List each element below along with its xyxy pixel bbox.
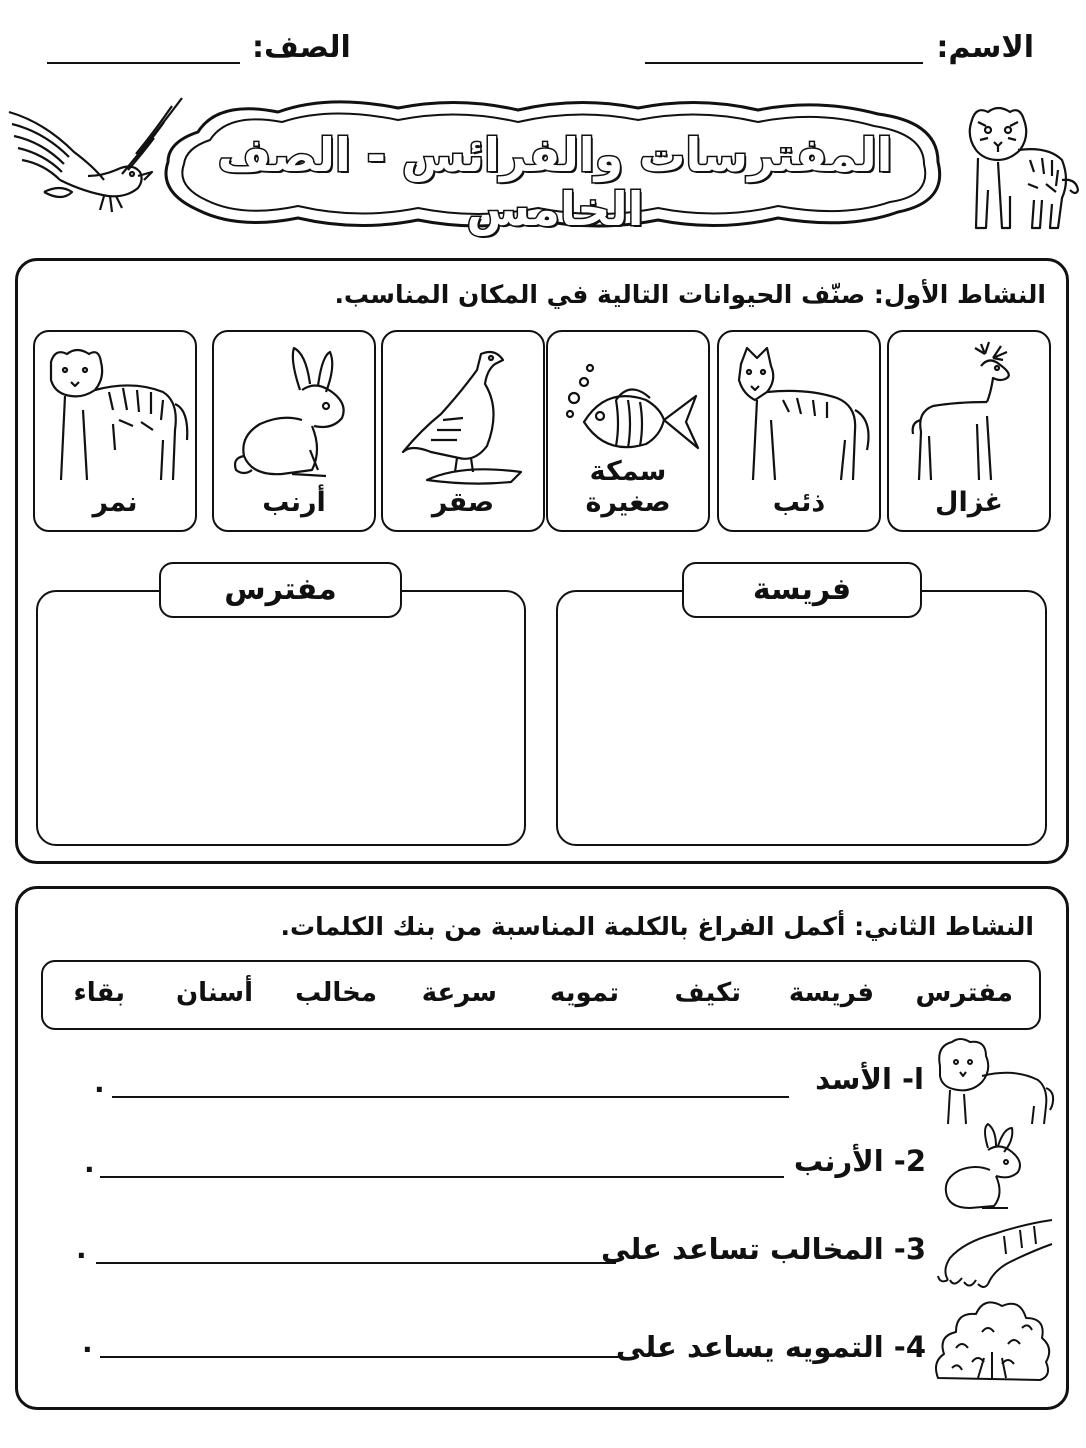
animal-label: ذئب (772, 487, 826, 518)
end-mark: . (82, 1326, 93, 1359)
question-1-text: ا- الأسد (815, 1062, 924, 1096)
word-bank-item[interactable]: تكيف (674, 978, 741, 1008)
animal-card-deer[interactable] (887, 330, 1051, 532)
answer-line-1[interactable] (112, 1096, 789, 1098)
activity-2-instruction: النشاط الثاني: أكمل الفراغ بالكلمة المناسبة من بنك الكلمات. (280, 912, 1034, 941)
animal-card-wolf[interactable] (717, 330, 881, 532)
word-bank-item[interactable]: مفترس (915, 978, 1013, 1008)
answer-line-2[interactable] (100, 1176, 784, 1178)
tiger-icon (43, 340, 191, 490)
word-bank (41, 960, 1041, 1030)
falcon-icon (391, 340, 539, 490)
question-2-text: 2- الأرنب (793, 1144, 926, 1178)
name-field-line[interactable] (645, 62, 923, 64)
animal-card-falcon[interactable] (381, 330, 545, 532)
animal-card-rabbit[interactable] (212, 330, 376, 532)
end-mark: . (84, 1146, 95, 1179)
deer-icon (897, 340, 1045, 490)
question-4-text: 4- التمويه يساعد على (615, 1330, 926, 1364)
prey-heading: فريسة (682, 562, 922, 618)
wolf-icon (727, 340, 875, 490)
class-label: الصف: (252, 30, 351, 65)
word-bank-item[interactable]: تمويه (549, 978, 619, 1008)
rabbit-icon (938, 1122, 1038, 1214)
animal-label: سمكة صغيرة (585, 456, 671, 518)
rabbit-icon (222, 340, 370, 490)
word-bank-item[interactable]: سرعة (421, 978, 497, 1008)
word-bank-item[interactable]: مخالب (295, 978, 377, 1008)
animal-label: غزال (935, 487, 1003, 518)
animal-card-fish[interactable] (546, 330, 710, 532)
prey-dropzone[interactable] (556, 590, 1047, 846)
word-bank-item[interactable]: بقاء (73, 978, 125, 1008)
animal-label: صقر (431, 487, 495, 518)
name-label: الاسم: (936, 30, 1034, 65)
lion-icon (930, 1036, 1058, 1128)
animal-label: نمر (92, 487, 138, 518)
tiger-icon (958, 100, 1082, 240)
question-3-text: 3- المخالب تساعد على (601, 1232, 926, 1266)
animal-label: أرنب (262, 487, 326, 518)
predator-heading: مفترس (159, 562, 402, 618)
bush-icon (932, 1292, 1054, 1388)
answer-line-3[interactable] (96, 1262, 616, 1264)
activity-1-instruction: النشاط الأول: صنّف الحيوانات التالية في المكان المناسب. (334, 280, 1046, 309)
class-field-line[interactable] (47, 62, 240, 64)
end-mark: . (76, 1232, 87, 1265)
page-title: المفترسات والفرائس - الصف الخامس (217, 128, 893, 236)
word-bank-item[interactable]: أسنان (175, 978, 253, 1008)
answer-line-4[interactable] (100, 1356, 620, 1358)
claw-icon (934, 1214, 1058, 1290)
animal-card-tiger[interactable] (33, 330, 197, 532)
end-mark: . (94, 1066, 105, 1099)
word-bank-item[interactable]: فريسة (788, 978, 874, 1008)
predator-dropzone[interactable] (36, 590, 526, 846)
